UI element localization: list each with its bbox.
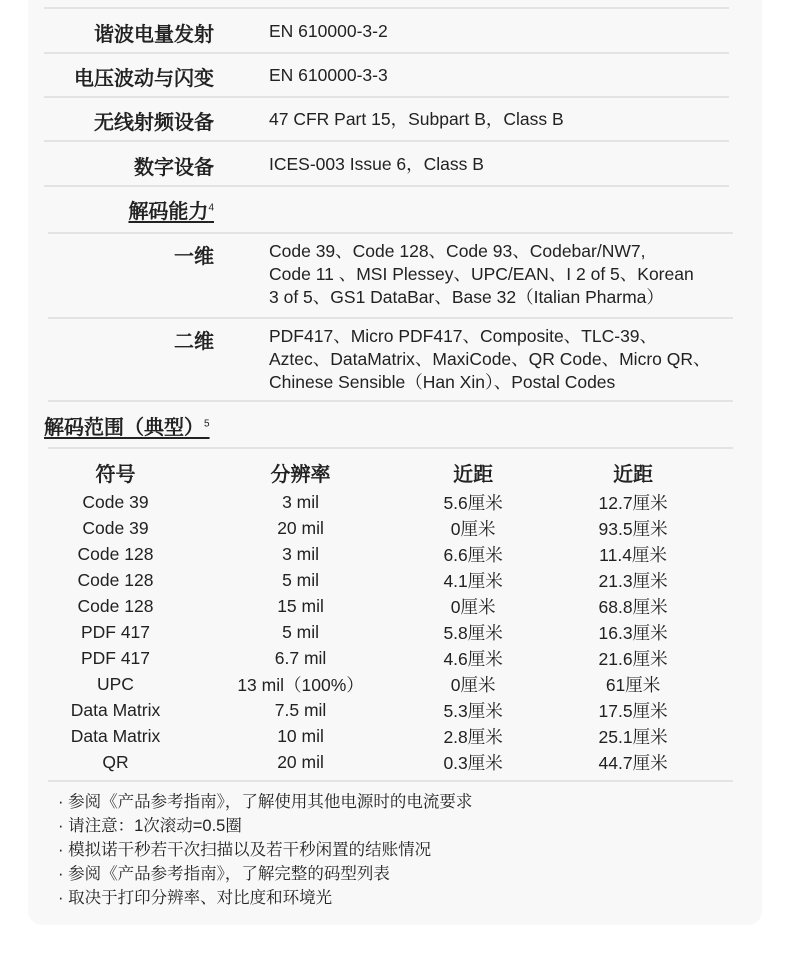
decode-title: 解码能力 (128, 201, 209, 223)
table-row (28, 697, 718, 723)
table-cell: 3 mil (282, 491, 320, 512)
decode-line: Code 39、Code 128、Code 93、Codebar/NW7, (269, 241, 646, 261)
decode-label: 一维 (174, 246, 214, 268)
table-cell: 6.7 mil (274, 647, 327, 668)
footnote: · 取决于打印分辨率、对比度和环境光 (58, 889, 333, 907)
table-cell: 4.1厘米 (443, 570, 503, 591)
table-cell: QR (102, 751, 129, 772)
footnote: · 参阅《产品参考指南》，了解完整的码型列表 (58, 865, 390, 883)
footnote: · 模拟诺干秒若干次扫描以及若干秒闲置的结账情况 (58, 841, 432, 859)
decode-line: 3 of 5、GS1 DataBar、Base 32（Italian Pharma） (269, 287, 664, 307)
divider (48, 447, 733, 449)
footnote: · 请注意：1次滚动=0.5圈 (58, 817, 242, 835)
table-cell: 16.3厘米 (598, 622, 668, 643)
table-cell: 12.7厘米 (598, 492, 668, 513)
column-header: 近距 (613, 463, 654, 486)
table-cell: 0厘米 (450, 518, 496, 539)
table-cell: 61厘米 (605, 674, 661, 695)
table-cell: Code 128 (77, 543, 154, 564)
footnote-ref: 5 (204, 418, 210, 430)
table-cell: 17.5厘米 (598, 700, 668, 721)
decode-label: 二维 (174, 331, 214, 353)
table-row (28, 567, 718, 593)
table-cell: 5.8厘米 (443, 622, 503, 643)
table-cell: 5.3厘米 (443, 700, 503, 721)
table-row (28, 515, 718, 541)
column-header: 分辨率 (270, 463, 331, 486)
spec-value: EN 610000-3-3 (269, 65, 388, 85)
table-row (28, 671, 718, 697)
divider (48, 400, 733, 402)
table-cell: 2.8厘米 (443, 726, 503, 747)
spec-label: 谐波电量发射 (94, 24, 214, 46)
table-row (28, 541, 718, 567)
table-cell: 0.3厘米 (443, 752, 503, 773)
divider (48, 317, 733, 319)
range-title: 解码范围（典型） (44, 417, 204, 439)
table-row (28, 749, 718, 775)
table-row (28, 489, 718, 515)
table-cell: Code 128 (77, 569, 154, 590)
table-cell: PDF 417 (80, 647, 151, 668)
table-row (28, 619, 718, 645)
table-cell: 0厘米 (450, 596, 496, 617)
table-cell: 10 mil (277, 725, 324, 746)
table-cell: 7.5 mil (274, 699, 327, 720)
column-header: 近距 (453, 463, 494, 486)
table-cell: 25.1厘米 (598, 726, 668, 747)
decode-line: Aztec、DataMatrix、MaxiCode、QR Code、Micro QR、 (269, 349, 711, 369)
table-cell: UPC (97, 673, 134, 694)
divider (44, 52, 729, 54)
table-cell: 68.8厘米 (598, 596, 668, 617)
table-cell: Data Matrix (70, 699, 161, 720)
table-cell: 44.7厘米 (598, 752, 668, 773)
table-cell: 4.6厘米 (443, 648, 503, 669)
divider (48, 232, 733, 234)
spec-value: EN 610000-3-2 (269, 21, 388, 41)
table-cell: 3 mil (282, 543, 320, 564)
decode-line: Chinese Sensible（Han Xin）、Postal Codes (269, 372, 616, 392)
footnote-ref: 4 (208, 202, 214, 214)
table-cell: 20 mil (277, 517, 324, 538)
table-cell: 21.3厘米 (598, 570, 668, 591)
divider (44, 185, 729, 187)
table-cell: 5 mil (282, 621, 320, 642)
table-cell: 0厘米 (450, 674, 496, 695)
footnote: · 参阅《产品参考指南》，了解使用其他电源时的电流要求 (58, 793, 473, 811)
range-heading (44, 411, 210, 440)
table-cell: Code 128 (77, 595, 154, 616)
table-row (28, 593, 718, 619)
table-cell: 20 mil (277, 751, 324, 772)
spec-label: 数字设备 (134, 157, 214, 179)
table-cell: 93.5厘米 (598, 518, 668, 539)
spec-value: 47 CFR Part 15，Subpart B，Class B (269, 109, 564, 129)
column-header: 符号 (95, 463, 136, 486)
spec-label: 无线射频设备 (94, 112, 214, 134)
spec-label: 电压波动与闪变 (74, 68, 214, 90)
table-cell: Code 39 (82, 491, 149, 512)
table-cell: 21.6厘米 (598, 648, 668, 669)
range-table (28, 455, 718, 775)
decode-line: Code 11 、MSI Plessey、UPC/EAN、I 2 of 5、Korean (269, 264, 694, 284)
table-cell: Data Matrix (70, 725, 161, 746)
table-cell: 15 mil (277, 595, 324, 616)
table-cell: 13 mil（100%） (237, 674, 364, 695)
table-cell: 11.4厘米 (599, 544, 667, 565)
table-cell: Code 39 (82, 517, 149, 538)
divider (44, 96, 729, 98)
divider (44, 7, 729, 9)
table-row (28, 645, 718, 671)
divider (44, 140, 729, 142)
table-cell: 5.6厘米 (443, 492, 503, 513)
table-cell: 6.6厘米 (443, 544, 503, 565)
table-row (28, 723, 718, 749)
footnotes (58, 790, 472, 910)
table-cell: PDF 417 (80, 621, 151, 642)
table-header (28, 455, 718, 489)
spec-value: ICES-003 Issue 6，Class B (269, 154, 484, 174)
decode-line: PDF417、Micro PDF417、Composite、TLC-39、 (269, 326, 658, 346)
divider (48, 780, 733, 782)
table-cell: 5 mil (282, 569, 320, 590)
